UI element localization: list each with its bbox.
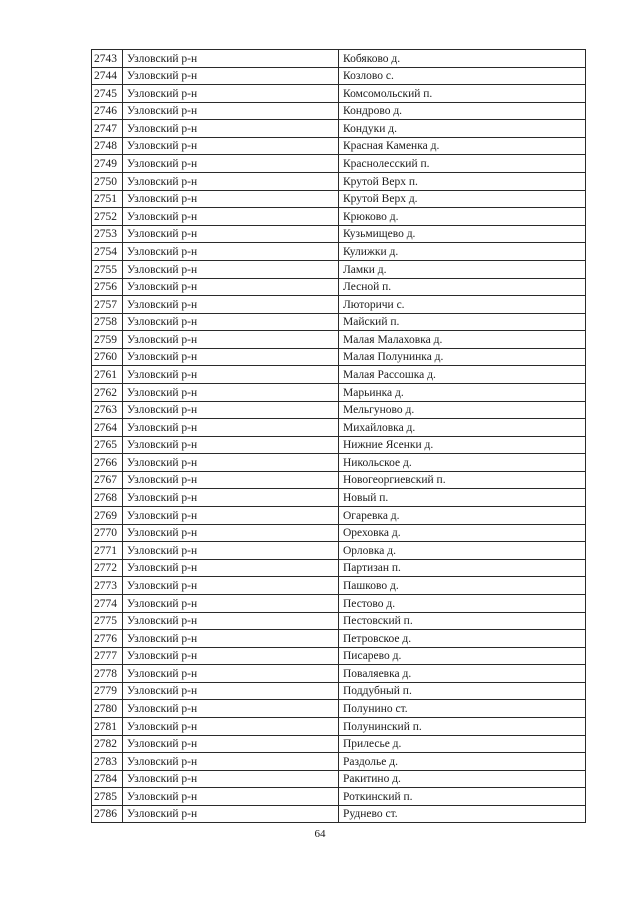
settlement-cell: Мельгуново д. xyxy=(339,401,586,419)
table-row xyxy=(92,225,586,243)
district-cell: Узловский р-н xyxy=(123,471,339,489)
table-row xyxy=(92,313,586,331)
table-row xyxy=(92,278,586,296)
table-row xyxy=(92,524,586,542)
district-cell: Узловский р-н xyxy=(123,67,339,85)
table-row xyxy=(92,665,586,683)
table-row xyxy=(92,50,586,68)
settlement-cell: Кондуки д. xyxy=(339,120,586,138)
row-number-cell: 2778 xyxy=(92,665,123,683)
district-cell: Узловский р-н xyxy=(123,559,339,577)
row-number-cell: 2750 xyxy=(92,173,123,191)
row-number-cell: 2764 xyxy=(92,419,123,437)
settlement-cell: Партизан п. xyxy=(339,559,586,577)
table-row xyxy=(92,594,586,612)
table-row xyxy=(92,190,586,208)
table-row xyxy=(92,331,586,349)
page-number: 64 xyxy=(314,828,326,840)
district-cell: Узловский р-н xyxy=(123,419,339,437)
settlement-cell: Новый п. xyxy=(339,489,586,507)
district-cell: Узловский р-н xyxy=(123,401,339,419)
table-row xyxy=(92,630,586,648)
settlement-cell: Козлово с. xyxy=(339,67,586,85)
row-number-cell: 2761 xyxy=(92,366,123,384)
settlement-cell: Крюково д. xyxy=(339,208,586,226)
district-cell: Узловский р-н xyxy=(123,296,339,314)
settlement-cell: Поддубный п. xyxy=(339,682,586,700)
district-cell: Узловский р-н xyxy=(123,313,339,331)
settlement-cell: Кулижки д. xyxy=(339,243,586,261)
table-row xyxy=(92,612,586,630)
district-cell: Узловский р-н xyxy=(123,489,339,507)
table-row xyxy=(92,753,586,771)
table-row xyxy=(92,102,586,120)
table-row xyxy=(92,647,586,665)
settlement-cell: Прилесье д. xyxy=(339,735,586,753)
settlements-table-body xyxy=(92,50,586,823)
table-row xyxy=(92,137,586,155)
row-number-cell: 2781 xyxy=(92,717,123,735)
settlement-cell: Раздолье д. xyxy=(339,753,586,771)
settlement-cell: Михайловка д. xyxy=(339,419,586,437)
settlement-cell: Ракитино д. xyxy=(339,770,586,788)
district-cell: Узловский р-н xyxy=(123,208,339,226)
district-cell: Узловский р-н xyxy=(123,665,339,683)
row-number-cell: 2752 xyxy=(92,208,123,226)
row-number-cell: 2770 xyxy=(92,524,123,542)
district-cell: Узловский р-н xyxy=(123,155,339,173)
settlement-cell: Марьинка д. xyxy=(339,383,586,401)
district-cell: Узловский р-н xyxy=(123,682,339,700)
settlement-cell: Ламки д. xyxy=(339,260,586,278)
settlement-cell: Малая Рассошка д. xyxy=(339,366,586,384)
table-row xyxy=(92,366,586,384)
table-row xyxy=(92,559,586,577)
row-number-cell: 2760 xyxy=(92,348,123,366)
row-number-cell: 2769 xyxy=(92,507,123,525)
settlement-cell: Комсомольский п. xyxy=(339,85,586,103)
district-cell: Узловский р-н xyxy=(123,173,339,191)
row-number-cell: 2763 xyxy=(92,401,123,419)
settlement-cell: Ореховка д. xyxy=(339,524,586,542)
table-row xyxy=(92,401,586,419)
district-cell: Узловский р-н xyxy=(123,594,339,612)
settlement-cell: Крутой Верх д. xyxy=(339,190,586,208)
settlement-cell: Лесной п. xyxy=(339,278,586,296)
table-row xyxy=(92,700,586,718)
row-number-cell: 2777 xyxy=(92,647,123,665)
district-cell: Узловский р-н xyxy=(123,366,339,384)
district-cell: Узловский р-н xyxy=(123,120,339,138)
settlement-cell: Крутой Верх п. xyxy=(339,173,586,191)
settlement-cell: Краснолесский п. xyxy=(339,155,586,173)
settlement-cell: Кобяково д. xyxy=(339,50,586,68)
row-number-cell: 2766 xyxy=(92,454,123,472)
row-number-cell: 2743 xyxy=(92,50,123,68)
table-row xyxy=(92,436,586,454)
table-row xyxy=(92,805,586,823)
settlement-cell: Роткинский п. xyxy=(339,788,586,806)
table-row xyxy=(92,788,586,806)
row-number-cell: 2767 xyxy=(92,471,123,489)
settlements-table xyxy=(91,49,586,823)
table-row xyxy=(92,296,586,314)
table-row xyxy=(92,67,586,85)
settlement-cell: Малая Малаховка д. xyxy=(339,331,586,349)
settlement-cell: Нижние Ясенки д. xyxy=(339,436,586,454)
row-number-cell: 2748 xyxy=(92,137,123,155)
row-number-cell: 2754 xyxy=(92,243,123,261)
settlement-cell: Огаревка д. xyxy=(339,507,586,525)
row-number-cell: 2757 xyxy=(92,296,123,314)
district-cell: Узловский р-н xyxy=(123,260,339,278)
district-cell: Узловский р-н xyxy=(123,717,339,735)
table-row xyxy=(92,454,586,472)
table-row xyxy=(92,419,586,437)
row-number-cell: 2759 xyxy=(92,331,123,349)
row-number-cell: 2786 xyxy=(92,805,123,823)
district-cell: Узловский р-н xyxy=(123,243,339,261)
settlement-cell: Люторичи с. xyxy=(339,296,586,314)
district-cell: Узловский р-н xyxy=(123,577,339,595)
district-cell: Узловский р-н xyxy=(123,190,339,208)
settlement-cell: Орловка д. xyxy=(339,542,586,560)
row-number-cell: 2773 xyxy=(92,577,123,595)
table-row xyxy=(92,260,586,278)
table-row xyxy=(92,471,586,489)
district-cell: Узловский р-н xyxy=(123,278,339,296)
table-row xyxy=(92,577,586,595)
row-number-cell: 2772 xyxy=(92,559,123,577)
district-cell: Узловский р-н xyxy=(123,630,339,648)
settlement-cell: Петровское д. xyxy=(339,630,586,648)
table-row xyxy=(92,383,586,401)
settlement-cell: Кузьмищево д. xyxy=(339,225,586,243)
settlement-cell: Руднево ст. xyxy=(339,805,586,823)
row-number-cell: 2775 xyxy=(92,612,123,630)
row-number-cell: 2755 xyxy=(92,260,123,278)
settlement-cell: Никольское д. xyxy=(339,454,586,472)
table-row xyxy=(92,542,586,560)
row-number-cell: 2756 xyxy=(92,278,123,296)
row-number-cell: 2745 xyxy=(92,85,123,103)
district-cell: Узловский р-н xyxy=(123,331,339,349)
district-cell: Узловский р-н xyxy=(123,612,339,630)
district-cell: Узловский р-н xyxy=(123,542,339,560)
table-row xyxy=(92,682,586,700)
row-number-cell: 2779 xyxy=(92,682,123,700)
settlement-cell: Красная Каменка д. xyxy=(339,137,586,155)
table-row xyxy=(92,489,586,507)
settlement-cell: Пестовский п. xyxy=(339,612,586,630)
row-number-cell: 2782 xyxy=(92,735,123,753)
row-number-cell: 2747 xyxy=(92,120,123,138)
settlement-cell: Пашково д. xyxy=(339,577,586,595)
row-number-cell: 2774 xyxy=(92,594,123,612)
district-cell: Узловский р-н xyxy=(123,348,339,366)
district-cell: Узловский р-н xyxy=(123,102,339,120)
row-number-cell: 2746 xyxy=(92,102,123,120)
row-number-cell: 2765 xyxy=(92,436,123,454)
row-number-cell: 2749 xyxy=(92,155,123,173)
row-number-cell: 2783 xyxy=(92,753,123,771)
row-number-cell: 2758 xyxy=(92,313,123,331)
district-cell: Узловский р-н xyxy=(123,507,339,525)
row-number-cell: 2744 xyxy=(92,67,123,85)
row-number-cell: 2785 xyxy=(92,788,123,806)
settlement-cell: Писарево д. xyxy=(339,647,586,665)
table-row xyxy=(92,173,586,191)
table-row xyxy=(92,717,586,735)
table-row xyxy=(92,208,586,226)
table-row xyxy=(92,507,586,525)
district-cell: Узловский р-н xyxy=(123,805,339,823)
row-number-cell: 2780 xyxy=(92,700,123,718)
settlement-cell: Малая Полунинка д. xyxy=(339,348,586,366)
district-cell: Узловский р-н xyxy=(123,753,339,771)
row-number-cell: 2776 xyxy=(92,630,123,648)
row-number-cell: 2768 xyxy=(92,489,123,507)
table-row xyxy=(92,770,586,788)
settlement-cell: Новогеоргиевский п. xyxy=(339,471,586,489)
district-cell: Узловский р-н xyxy=(123,383,339,401)
table-row xyxy=(92,155,586,173)
district-cell: Узловский р-н xyxy=(123,735,339,753)
row-number-cell: 2753 xyxy=(92,225,123,243)
district-cell: Узловский р-н xyxy=(123,700,339,718)
district-cell: Узловский р-н xyxy=(123,524,339,542)
row-number-cell: 2762 xyxy=(92,383,123,401)
table-row xyxy=(92,735,586,753)
table-row xyxy=(92,120,586,138)
settlement-cell: Пестово д. xyxy=(339,594,586,612)
settlement-cell: Полунинский п. xyxy=(339,717,586,735)
table-row xyxy=(92,348,586,366)
district-cell: Узловский р-н xyxy=(123,85,339,103)
settlement-cell: Майский п. xyxy=(339,313,586,331)
settlement-cell: Поваляевка д. xyxy=(339,665,586,683)
district-cell: Узловский р-н xyxy=(123,454,339,472)
district-cell: Узловский р-н xyxy=(123,50,339,68)
table-row xyxy=(92,85,586,103)
settlement-cell: Кондрово д. xyxy=(339,102,586,120)
row-number-cell: 2784 xyxy=(92,770,123,788)
district-cell: Узловский р-н xyxy=(123,770,339,788)
row-number-cell: 2751 xyxy=(92,190,123,208)
district-cell: Узловский р-н xyxy=(123,436,339,454)
district-cell: Узловский р-н xyxy=(123,225,339,243)
district-cell: Узловский р-н xyxy=(123,137,339,155)
district-cell: Узловский р-н xyxy=(123,788,339,806)
table-row xyxy=(92,243,586,261)
row-number-cell: 2771 xyxy=(92,542,123,560)
settlement-cell: Полунино ст. xyxy=(339,700,586,718)
district-cell: Узловский р-н xyxy=(123,647,339,665)
